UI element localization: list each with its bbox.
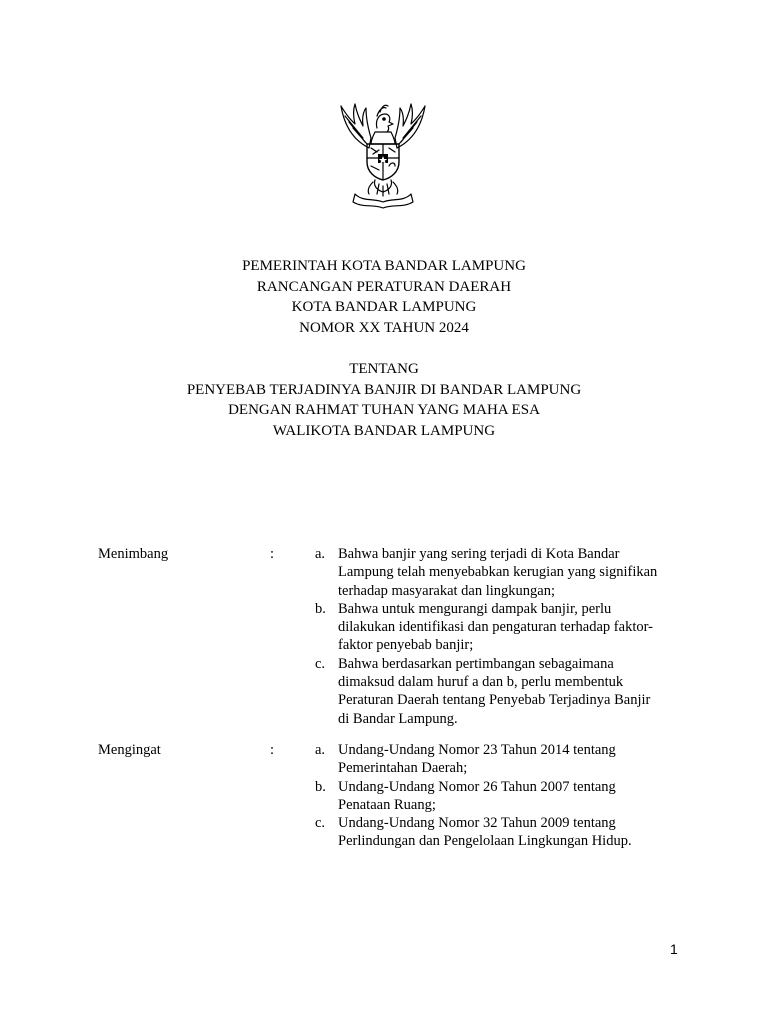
header-line-invocation: DENGAN RAHMAT TUHAN YANG MAHA ESA <box>228 402 540 418</box>
mengingat-label: Mengingat <box>98 742 161 758</box>
header-line-draft-regulation: RANCANGAN PERATURAN DAERAH <box>256 278 512 295</box>
header-gap <box>0 338 768 359</box>
list-item-line: Bahwa banjir yang sering terjadi di Kota Bandar <box>338 546 620 562</box>
list-item-line: Lampung telah menyebabkan kerugian yang signifikan <box>338 564 658 581</box>
list-item-line: dimaksud dalam huruf a dan b, perlu membentuk <box>338 674 624 691</box>
list-item <box>315 655 690 728</box>
mengingat-list <box>315 741 690 851</box>
menimbang-colon: : <box>270 546 275 562</box>
header-line-city: KOTA BANDAR LAMPUNG <box>291 299 477 315</box>
list-item <box>315 741 690 778</box>
header-line-government: PEMERINTAH KOTA BANDAR LAMPUNG <box>242 258 526 274</box>
document-header <box>0 256 768 441</box>
garuda-pancasila-icon <box>333 98 433 210</box>
mengingat-colon: : <box>270 742 275 758</box>
list-item-line: Bahwa berdasarkan pertimbangan sebagaimana <box>338 655 614 672</box>
list-item <box>315 778 690 815</box>
list-item-line: Bahwa untuk mengurangi dampak banjir, perlu <box>338 600 612 617</box>
header-line-mayor: WALIKOTA BANDAR LAMPUNG <box>272 422 496 439</box>
header-line-subject: PENYEBAB TERJADINYA BANJIR DI BANDAR LAMPUNG <box>186 381 582 398</box>
header-line-about: TENTANG <box>349 361 419 377</box>
page-number: 1 <box>670 941 678 957</box>
list-item-line: Perlindungan dan Pengelolaan Lingkungan Hidup. <box>338 833 632 850</box>
list-item-line: di Bandar Lampung. <box>338 710 458 727</box>
list-item <box>315 814 690 851</box>
menimbang-label: Menimbang <box>98 546 169 562</box>
menimbang-list <box>315 545 690 728</box>
list-item-line: Pemerintahan Daerah; <box>338 760 468 777</box>
list-item-line: Undang-Undang Nomor 32 Tahun 2009 tentang <box>338 815 616 832</box>
list-item-letter: c. <box>315 655 326 672</box>
list-item-line: dilakukan identifikasi dan pengaturan terhadap faktor- <box>338 619 653 636</box>
list-item-letter: a. <box>315 546 326 562</box>
list-item-line: faktor penyebab banjir; <box>338 637 474 654</box>
list-item-line: Penataan Ruang; <box>338 796 436 813</box>
list-item-line: Undang-Undang Nomor 26 Tahun 2007 tentang <box>338 778 616 795</box>
list-item-line: terhadap masyarakat dan lingkungan; <box>338 582 556 599</box>
list-item-letter: b. <box>315 778 326 795</box>
list-item-letter: c. <box>315 815 326 832</box>
list-item-letter: a. <box>315 742 326 758</box>
list-item <box>315 600 690 655</box>
list-item <box>315 545 690 600</box>
list-item-line: Peraturan Daerah tentang Penyebab Terjadinya Banjir <box>338 692 651 709</box>
header-line-number: NOMOR XX TAHUN 2024 <box>299 319 469 336</box>
list-item-line: Undang-Undang Nomor 23 Tahun 2014 tentang <box>338 742 616 758</box>
list-item-letter: b. <box>315 600 326 617</box>
